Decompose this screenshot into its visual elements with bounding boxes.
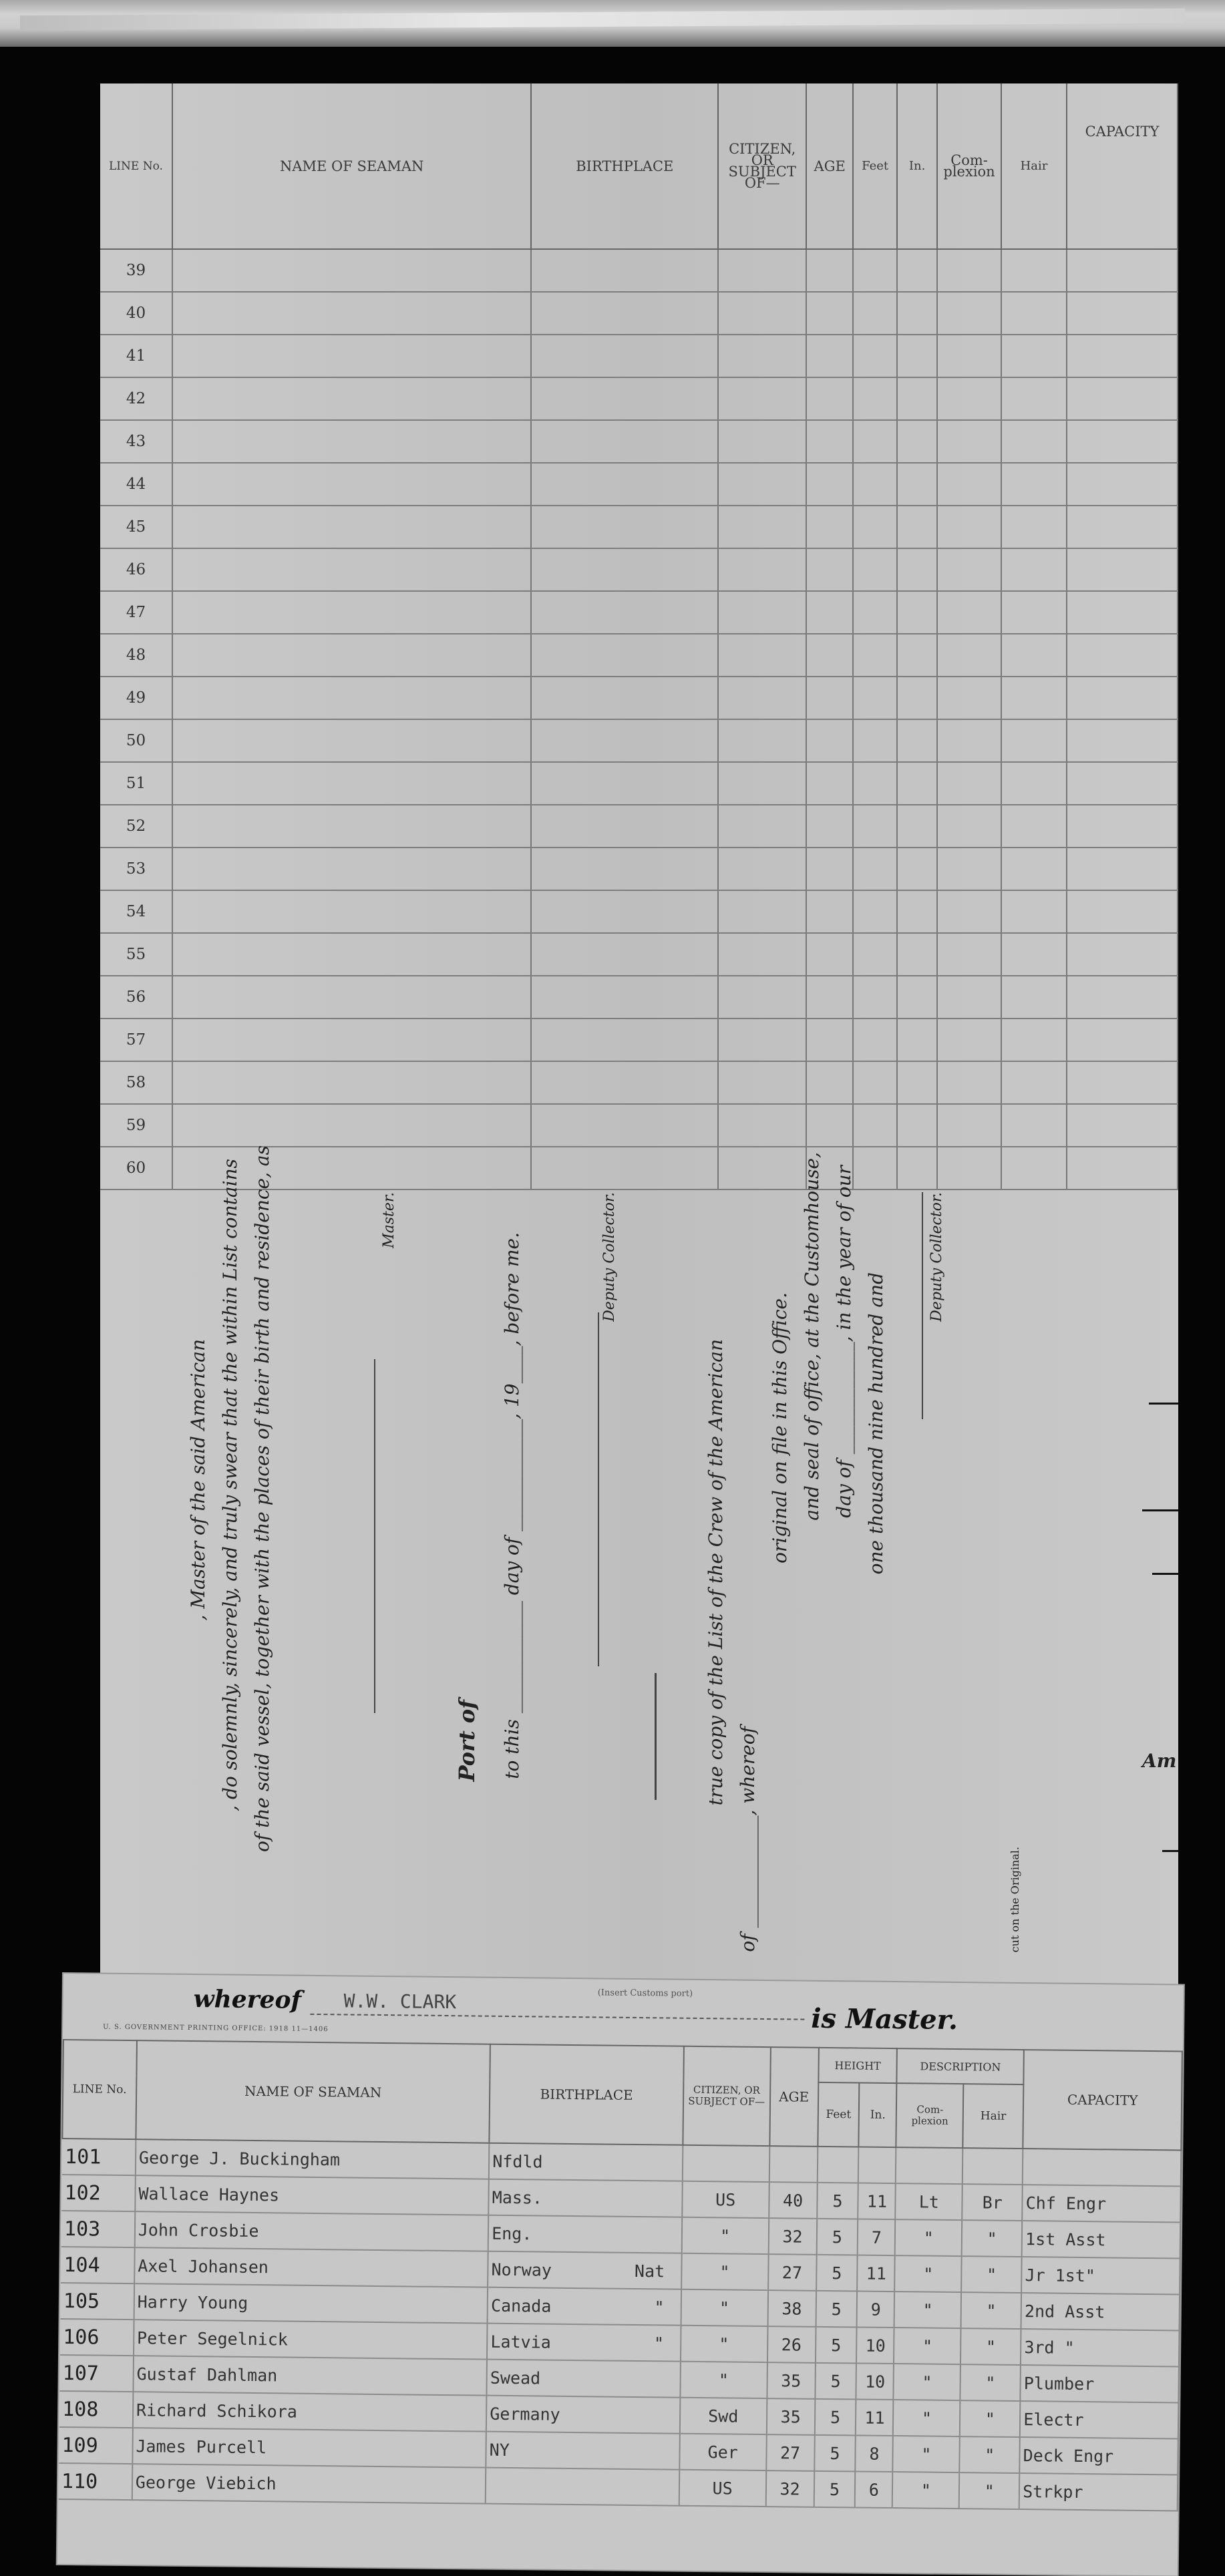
citizen: " [680, 2362, 767, 2398]
citizen: " [681, 2253, 768, 2290]
age: 35 [766, 2398, 814, 2435]
table-row [100, 506, 1178, 548]
edge-tick [1152, 1573, 1178, 1575]
certificate-line-4: and seal of office, at the Customhouse, [801, 1152, 823, 1521]
line-number: 40 [100, 292, 172, 335]
birthplace [488, 2215, 682, 2253]
line-number: 43 [100, 420, 172, 463]
age: 27 [768, 2254, 816, 2291]
header-feet: Feet [818, 2082, 860, 2147]
row-number: 110 [59, 2463, 132, 2500]
citizen: " [681, 2289, 767, 2326]
top-form-sheet [100, 83, 1178, 2010]
complexion: " [892, 2472, 959, 2509]
complexion: " [893, 2436, 960, 2472]
hair: Br [962, 2184, 1023, 2221]
hair: " [960, 2364, 1021, 2401]
hair [962, 2148, 1023, 2185]
height-inches: 11 [858, 2255, 896, 2291]
header-name: NAME OF SEAMAN [136, 2040, 490, 2143]
header-birthplace: BIRTHPLACE [531, 83, 718, 249]
complexion: " [894, 2364, 960, 2400]
birthplace [487, 2324, 681, 2362]
table-row [100, 933, 1178, 976]
master-name: W.W. CLARK [343, 1990, 456, 2013]
citizen: Swd [680, 2398, 767, 2434]
crew-table [58, 2039, 1183, 2512]
port-note: (Insert Customs port) [598, 1988, 693, 1998]
header-complexion: Com- plexion [937, 83, 1001, 249]
age: 32 [768, 2218, 816, 2255]
header-complexion: Com- plexion [896, 2083, 964, 2148]
seaman-name: George Viebich [132, 2464, 486, 2504]
table-row [100, 634, 1178, 677]
seaman-name: George J. Buckingham [136, 2139, 490, 2179]
line-number: 39 [100, 249, 172, 292]
birthplace-value: Nfdld [492, 2151, 543, 2171]
line-number: 49 [100, 677, 172, 719]
height-inches: 11 [858, 2183, 896, 2219]
seaman-name: James Purcell [132, 2428, 486, 2468]
crew-table-body [59, 2139, 1182, 2511]
line-number: 42 [100, 377, 172, 420]
line-number: 58 [100, 1061, 172, 1104]
certificate-line-2: of ____________, whereof [737, 1726, 759, 1952]
table-row [100, 335, 1178, 377]
seaman-name: Richard Schikora [133, 2392, 487, 2432]
seaman-name: Harry Young [134, 2283, 488, 2324]
divider-line [655, 1673, 657, 1800]
complexion: " [894, 2328, 960, 2364]
birthplace-value: Mass. [492, 2187, 543, 2207]
height-inches: 11 [856, 2399, 894, 2436]
complexion [896, 2147, 962, 2184]
table-row [100, 762, 1178, 805]
height-inches: 10 [856, 2363, 894, 2400]
table-row [100, 890, 1178, 933]
header-citizen: CITIZEN, OR SUBJECT OF— [718, 83, 806, 249]
height-feet: 5 [816, 2219, 858, 2255]
line-number: 46 [100, 548, 172, 591]
complexion: Lt [896, 2183, 962, 2220]
height-inches: 6 [855, 2471, 893, 2508]
header-capacity: CAPACITY [1067, 83, 1178, 249]
birthplace-value: Latvia [490, 2332, 551, 2352]
citizen [683, 2145, 769, 2182]
capacity: 2nd Asst [1021, 2293, 1180, 2330]
row-number: 104 [61, 2247, 134, 2283]
table-row [100, 848, 1178, 890]
master-signature-line [374, 1359, 375, 1713]
header-birthplace: BIRTHPLACE [490, 2044, 684, 2145]
hair: " [961, 2292, 1021, 2329]
table-row [100, 1019, 1178, 1061]
age: 26 [767, 2326, 816, 2363]
certificate-line-5: day of ____________, in the year of our [833, 1165, 855, 1518]
height-feet [817, 2147, 858, 2183]
birthplace-value: Norway [491, 2259, 552, 2279]
complexion: " [894, 2291, 961, 2328]
film-top-bar [20, 9, 1185, 31]
oath-text-line-1: , Master of the said American [187, 1339, 209, 1620]
birthplace-value: Swead [490, 2368, 541, 2388]
hair: " [962, 2220, 1022, 2257]
edge-tick [1142, 1509, 1178, 1511]
film-top-strip [0, 0, 1225, 47]
table-row [100, 1061, 1178, 1104]
birthplace [487, 2360, 681, 2398]
header-line-no: LINE No. [100, 83, 172, 249]
line-number: 41 [100, 335, 172, 377]
capacity: Jr 1st" [1021, 2257, 1180, 2294]
line-number: 57 [100, 1019, 172, 1061]
height-inches: 7 [858, 2219, 896, 2255]
capacity [1023, 2149, 1181, 2186]
birthplace [486, 2468, 679, 2506]
capacity: Electr [1020, 2401, 1178, 2438]
height-inches: 10 [856, 2327, 894, 2364]
height-feet: 5 [817, 2183, 858, 2219]
header-in: In. [897, 83, 937, 249]
line-number: 48 [100, 634, 172, 677]
certificate-line-6: one thousand nine hundred and [865, 1272, 887, 1574]
deputy-signature-line-2 [922, 1192, 923, 1419]
whereof-label: whereof [193, 1985, 301, 2014]
header-height: HEIGHT [818, 2048, 897, 2083]
table-row [100, 377, 1178, 420]
seaman-name: Gustaf Dahlman [133, 2356, 487, 2396]
complexion: " [895, 2219, 962, 2256]
deputy-collector-label-2: Deputy Collector. [928, 1192, 945, 1322]
table-row [100, 719, 1178, 762]
birthplace-value: NY [490, 2440, 510, 2459]
port-of-label: Port of [454, 1700, 480, 1781]
height-feet: 5 [815, 2363, 856, 2400]
birthplace-value: Canada [491, 2295, 552, 2316]
line-number: 53 [100, 848, 172, 890]
row-number: 107 [59, 2355, 133, 2392]
age: 35 [767, 2362, 815, 2399]
oath-section [100, 1139, 1178, 2010]
printing-office-note: U. S. GOVERNMENT PRINTING OFFICE: 1918 11—1406 [103, 2024, 329, 2034]
certificate-line-3: original on file in this Office. [769, 1292, 791, 1563]
edge-text: Am [1142, 1750, 1176, 1772]
edge-tick [1162, 1850, 1178, 1852]
line-number: 50 [100, 719, 172, 762]
height-feet: 5 [814, 2435, 856, 2472]
row-number: 102 [61, 2175, 135, 2211]
citizen: " [681, 2217, 768, 2254]
line-number: 44 [100, 463, 172, 506]
row-number: 105 [61, 2283, 134, 2320]
age [769, 2146, 817, 2183]
seaman-name: John Crosbie [135, 2211, 489, 2251]
header-age: AGE [769, 2047, 818, 2147]
line-number: 55 [100, 933, 172, 976]
table-row [100, 249, 1178, 292]
line-number: 56 [100, 976, 172, 1019]
header-name: NAME OF SEAMAN [172, 83, 531, 249]
capacity: Plumber [1021, 2365, 1179, 2402]
hair: " [960, 2436, 1020, 2473]
birthplace [488, 2251, 681, 2289]
capacity: 1st Asst [1022, 2221, 1180, 2258]
age: 27 [766, 2434, 814, 2471]
capacity: Strkpr [1019, 2473, 1178, 2511]
birthplace [488, 2287, 681, 2326]
line-number: 60 [100, 1147, 172, 1189]
line-number: 51 [100, 762, 172, 805]
citizen: Ger [679, 2434, 766, 2470]
table-row [100, 292, 1178, 335]
table-row [100, 805, 1178, 848]
row-number: 103 [61, 2211, 135, 2247]
hair: " [961, 2256, 1021, 2293]
line-number: 47 [100, 591, 172, 634]
birthplace [488, 2179, 682, 2217]
height-feet: 5 [815, 2327, 856, 2364]
table-row [100, 463, 1178, 506]
header-hair: Hair [1001, 83, 1067, 249]
complexion: " [893, 2400, 960, 2436]
naturalized-mark: " [654, 2297, 677, 2317]
naturalized-mark: " [654, 2334, 677, 2353]
row-number: 101 [62, 2139, 136, 2175]
height-inches: 8 [856, 2435, 894, 2472]
hair: " [959, 2472, 1019, 2509]
birthplace [486, 2432, 679, 2470]
capacity: 3rd " [1021, 2329, 1179, 2366]
age: 38 [767, 2290, 816, 2327]
oath-text-line-3: of the said vessel, together with the places of their birth and residence, as [251, 1145, 273, 1852]
birthplace-value: Germany [490, 2404, 560, 2424]
line-number: 54 [100, 890, 172, 933]
hair: " [960, 2400, 1020, 2437]
line-number: 52 [100, 805, 172, 848]
complexion: " [894, 2255, 961, 2292]
birthplace-value: Eng. [492, 2223, 532, 2243]
header-citizen: CITIZEN, OR SUBJECT OF— [683, 2046, 770, 2146]
age: 32 [765, 2470, 814, 2507]
header-feet: Feet [853, 83, 897, 249]
master-name-line [310, 2014, 804, 2020]
header-capacity: CAPACITY [1023, 2050, 1182, 2150]
capacity: Chf Engr [1022, 2185, 1180, 2222]
deputy-signature-line [598, 1312, 599, 1666]
table-row [100, 591, 1178, 634]
table-row [100, 420, 1178, 463]
naturalized-mark: Nat [635, 2261, 678, 2281]
capacity: Deck Engr [1019, 2437, 1178, 2474]
subscribed-line: to this ____________ day of ____________, 19____, before me. [501, 1232, 523, 1779]
birthplace [489, 2143, 683, 2181]
header-in: In. [859, 2082, 897, 2147]
oath-text-line-2: , do solemnly, sincerely, and truly swear that the within List contains [219, 1159, 241, 1811]
table-row [100, 677, 1178, 719]
crew-list-card [57, 1974, 1184, 2576]
line-number: 59 [100, 1104, 172, 1147]
row-number: 108 [59, 2391, 133, 2428]
citizen: US [682, 2181, 769, 2218]
birthplace [486, 2396, 680, 2434]
line-number: 45 [100, 506, 172, 548]
citizen: US [679, 2470, 765, 2507]
row-number: 106 [60, 2319, 134, 2356]
table-row [100, 976, 1178, 1019]
header-hair: Hair [963, 2084, 1024, 2149]
age: 40 [769, 2182, 817, 2219]
top-crew-table [100, 83, 1178, 1190]
height-feet: 5 [814, 2399, 856, 2436]
header-description: DESCRIPTION [897, 2048, 1024, 2084]
seaman-name: Peter Segelnick [134, 2320, 488, 2360]
hair: " [960, 2328, 1021, 2365]
height-inches [858, 2147, 896, 2183]
height-feet: 5 [816, 2291, 857, 2328]
seaman-name: Wallace Haynes [135, 2175, 489, 2215]
height-feet: 5 [816, 2255, 858, 2291]
edge-tick [1149, 1403, 1178, 1405]
header-line-no: LINE No. [62, 2040, 136, 2139]
table-row [100, 548, 1178, 591]
citizen: " [681, 2326, 767, 2362]
seaman-name: Axel Johansen [134, 2247, 488, 2287]
row-number: 109 [59, 2427, 132, 2464]
deputy-collector-label: Deputy Collector. [601, 1192, 618, 1322]
side-note: cut on the Original. [1009, 1847, 1021, 1952]
is-master-label: is Master. [811, 2003, 958, 2036]
master-label: Master. [381, 1192, 397, 1248]
certificate-line-1: true copy of the List of the Crew of the American [705, 1339, 727, 1805]
header-age: AGE [806, 83, 853, 249]
height-feet: 5 [814, 2471, 855, 2508]
height-inches: 9 [857, 2291, 895, 2328]
